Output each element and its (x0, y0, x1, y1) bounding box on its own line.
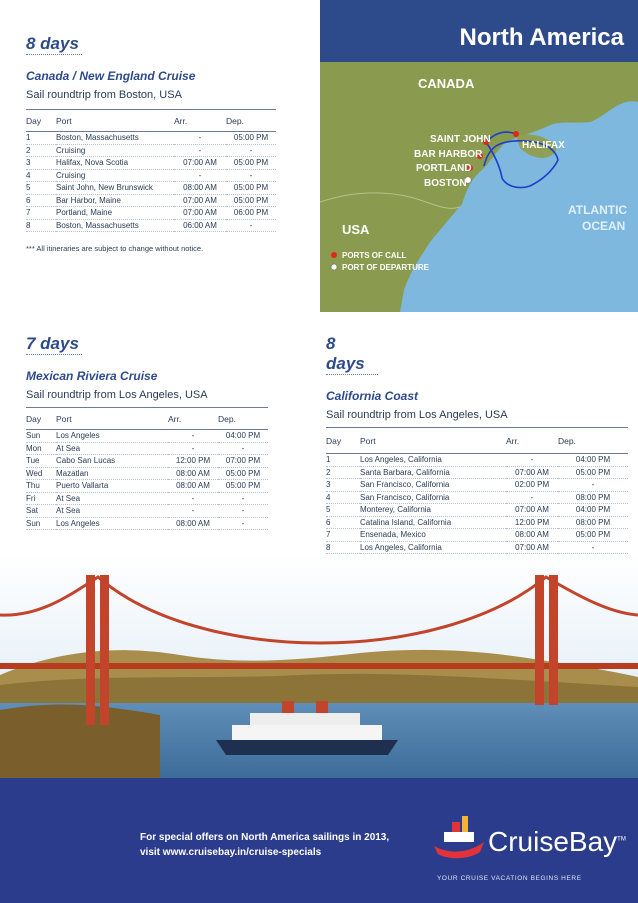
row-port: At Sea (56, 492, 168, 505)
cruise-name: Mexican Riviera Cruise (26, 369, 158, 383)
row-dep: - (218, 517, 268, 530)
region-title: North America (459, 24, 624, 51)
row-port: Boston, Massachusetts (56, 132, 174, 145)
row-port: San Francisco, California (360, 479, 506, 492)
row-arr: 07:00 AM (174, 207, 226, 220)
golden-gate-illustration (0, 555, 638, 805)
row-dep: 08:00 PM (558, 491, 628, 504)
itinerary-row (326, 454, 628, 467)
row-day: 2 (326, 466, 360, 479)
row-port: Portland, Maine (56, 207, 174, 220)
brand-name: CruiseBay (488, 826, 618, 857)
row-day: Wed (26, 467, 56, 480)
cruise-subtitle: Sail roundtrip from Los Angeles, USA (26, 389, 208, 401)
label-halifax: HALIFAX (522, 140, 565, 151)
row-port: Puerto Vallarta (56, 480, 168, 493)
row-day: 4 (26, 169, 56, 182)
row-day: 6 (26, 194, 56, 207)
row-day: Mon (26, 442, 56, 455)
row-port: Cabo San Lucas (56, 455, 168, 468)
cruise-name: Canada / New England Cruise (26, 69, 196, 83)
row-day: 1 (326, 454, 360, 467)
itinerary-row (26, 430, 268, 443)
row-dep: - (558, 541, 628, 554)
itinerary-row (26, 144, 276, 157)
row-port: Los Angeles (56, 517, 168, 530)
row-arr: 02:00 PM (506, 479, 558, 492)
row-port: Cruising (56, 144, 174, 157)
golden-gate-photo (0, 555, 638, 805)
row-dep: 05:00 PM (558, 529, 628, 542)
ship-upper-deck (250, 713, 360, 725)
row-dep: 05:00 PM (226, 194, 276, 207)
row-day: 8 (26, 219, 56, 232)
itinerary-row (326, 479, 628, 492)
row-arr: - (506, 454, 558, 467)
special-offer-text (140, 830, 389, 860)
itinerary-row (26, 194, 276, 207)
col-dep: Dep. (226, 110, 276, 132)
label-bar-harbor: BAR HARBOR (414, 149, 483, 160)
row-day: 8 (326, 541, 360, 554)
row-day: 6 (326, 516, 360, 529)
row-arr: 06:00 AM (174, 219, 226, 232)
port-halifax (513, 131, 519, 137)
bridge-tower-right-2 (549, 575, 558, 705)
row-port: Mazatlan (56, 467, 168, 480)
itinerary-row (26, 157, 276, 170)
row-dep: - (558, 479, 628, 492)
ship-funnel-1 (282, 701, 294, 713)
row-dep: 04:00 PM (558, 504, 628, 517)
label-ocean: OCEAN (582, 219, 626, 233)
label-usa: USA (342, 222, 370, 237)
ship-funnel-2 (316, 701, 328, 713)
cruisebay-ship-logo-icon (428, 806, 488, 866)
legend-port-of-departure: PORT OF DEPARTURE (342, 263, 429, 272)
row-port: Halifax, Nova Scotia (56, 157, 174, 170)
itinerary-row (26, 517, 268, 530)
row-dep: 08:00 PM (558, 516, 628, 529)
row-port: Saint John, New Brunswick (56, 182, 174, 195)
logo-ship-body (444, 832, 474, 842)
itinerary-row (26, 219, 276, 232)
row-port: Ensenada, Mexico (360, 529, 506, 542)
itinerary-row (326, 504, 628, 517)
cruise-subtitle: Sail roundtrip from Los Angeles, USA (326, 409, 508, 421)
row-day: Fri (26, 492, 56, 505)
cruise-mexican-riviera (26, 334, 276, 530)
label-atlantic: ATLANTIC (568, 203, 628, 217)
itinerary-table (26, 109, 276, 232)
route-map-svg (320, 62, 638, 312)
row-arr: 07:00 AM (506, 504, 558, 517)
row-arr: - (506, 491, 558, 504)
row-arr: - (168, 492, 218, 505)
row-port: Boston, Massachusetts (56, 219, 174, 232)
legend-ports-of-call: PORTS OF CALL (342, 251, 407, 260)
row-arr: 07:00 AM (174, 157, 226, 170)
cruise-name: California Coast (326, 389, 419, 403)
itinerary-row (26, 467, 268, 480)
row-port: Los Angeles, California (360, 541, 506, 554)
ship-deck (232, 725, 382, 740)
col-port: Port (360, 428, 506, 454)
table-header-row (26, 110, 276, 132)
bridge-tower-left (86, 575, 95, 725)
row-day: Tue (26, 455, 56, 468)
row-port: Catalina Island, California (360, 516, 506, 529)
col-day: Day (326, 428, 360, 454)
row-port: Cruising (56, 169, 174, 182)
row-arr: 12:00 PM (168, 455, 218, 468)
row-port: At Sea (56, 505, 168, 518)
row-dep: 06:00 PM (226, 207, 276, 220)
trademark: TM (617, 836, 626, 843)
row-day: 5 (326, 504, 360, 517)
col-arr: Arr. (168, 408, 218, 430)
itinerary-row (326, 491, 628, 504)
col-day: Day (26, 110, 56, 132)
row-arr: 08:00 AM (168, 480, 218, 493)
cruise-days: 8 days (26, 34, 82, 55)
itinerary-row (326, 466, 628, 479)
col-port: Port (56, 110, 174, 132)
cruise-canada-new-england (26, 34, 276, 253)
row-dep: 05:00 PM (226, 132, 276, 145)
row-port: Los Angeles (56, 430, 168, 443)
row-arr: - (174, 132, 226, 145)
offer-line-2[interactable]: visit www.cruisebay.in/cruise-specials (140, 847, 322, 858)
row-day: Sun (26, 430, 56, 443)
ship-hull (216, 740, 398, 755)
row-dep: 05:00 PM (218, 480, 268, 493)
row-day: 1 (26, 132, 56, 145)
itinerary-row (326, 541, 628, 554)
label-boston: BOSTON (424, 178, 467, 189)
header-band (320, 0, 638, 62)
legend-port-of-call-icon (331, 252, 337, 258)
col-day: Day (26, 408, 56, 430)
col-dep: Dep. (558, 428, 628, 454)
itinerary-row (26, 492, 268, 505)
itinerary-row (26, 442, 268, 455)
row-dep: 05:00 PM (226, 157, 276, 170)
col-dep: Dep. (218, 408, 268, 430)
row-day: 7 (326, 529, 360, 542)
row-dep: 05:00 PM (226, 182, 276, 195)
row-day: 7 (26, 207, 56, 220)
cruise-california-coast (326, 334, 628, 554)
row-dep: - (218, 492, 268, 505)
row-dep: - (226, 219, 276, 232)
row-arr: 07:00 AM (506, 466, 558, 479)
row-port: Los Angeles, California (360, 454, 506, 467)
row-arr: 08:00 AM (174, 182, 226, 195)
row-arr: 12:00 PM (506, 516, 558, 529)
label-canada: CANADA (418, 76, 475, 91)
row-day: 3 (26, 157, 56, 170)
row-arr: 08:00 AM (168, 467, 218, 480)
itinerary-row (26, 182, 276, 195)
table-header-row (26, 408, 268, 430)
col-arr: Arr. (174, 110, 226, 132)
row-port: Santa Barbara, California (360, 466, 506, 479)
itinerary-row (26, 480, 268, 493)
cruise-subtitle: Sail roundtrip from Boston, USA (26, 89, 182, 101)
row-arr: - (168, 430, 218, 443)
row-arr: - (168, 505, 218, 518)
offer-line-1: For special offers on North America sailings in 2013, (140, 832, 390, 843)
row-arr: 07:00 AM (174, 194, 226, 207)
row-arr: - (174, 169, 226, 182)
row-dep: 05:00 PM (558, 466, 628, 479)
itinerary-table (26, 407, 268, 530)
row-port: Bar Harbor, Maine (56, 194, 174, 207)
col-arr: Arr. (506, 428, 558, 454)
itinerary-row (26, 455, 268, 468)
row-day: 3 (326, 479, 360, 492)
row-dep: 05:00 PM (218, 467, 268, 480)
itinerary-table (326, 427, 628, 554)
brand-tagline: YOUR CRUISE VACATION BEGINS HERE (437, 875, 582, 882)
row-arr: 08:00 AM (168, 517, 218, 530)
itinerary-row (26, 169, 276, 182)
itinerary-row (26, 132, 276, 145)
logo-wave (434, 842, 484, 858)
route-map (320, 62, 638, 312)
row-arr: - (174, 144, 226, 157)
row-day: 5 (26, 182, 56, 195)
label-saint-john: SAINT JOHN (430, 134, 491, 145)
row-arr: - (168, 442, 218, 455)
logo-funnel-2 (462, 816, 468, 832)
itinerary-row (26, 505, 268, 518)
logo-funnel (452, 822, 460, 832)
row-dep: 04:00 PM (558, 454, 628, 467)
row-day: Thu (26, 480, 56, 493)
footer (0, 778, 638, 903)
cruisebay-logo[interactable] (488, 826, 626, 858)
cruise-days: 8 days (326, 334, 378, 375)
cruise-days: 7 days (26, 334, 82, 355)
row-dep: - (226, 169, 276, 182)
itinerary-row (26, 207, 276, 220)
row-dep: - (218, 442, 268, 455)
row-day: Sun (26, 517, 56, 530)
row-arr: 07:00 AM (506, 541, 558, 554)
row-port: San Francisco, California (360, 491, 506, 504)
legend-port-of-departure-icon (331, 264, 337, 270)
row-dep: - (218, 505, 268, 518)
row-day: Sat (26, 505, 56, 518)
row-day: 4 (326, 491, 360, 504)
itinerary-note: *** All itineraries are subject to change without notice. (26, 244, 204, 253)
bridge-tower-left-2 (100, 575, 109, 725)
bridge-tower-right (535, 575, 544, 705)
row-day: 2 (26, 144, 56, 157)
row-port: At Sea (56, 442, 168, 455)
col-port: Port (56, 408, 168, 430)
label-portland: PORTLAND (416, 163, 472, 174)
row-dep: - (226, 144, 276, 157)
row-port: Monterey, California (360, 504, 506, 517)
table-header-row (326, 428, 628, 454)
row-dep: 04:00 PM (218, 430, 268, 443)
itinerary-row (326, 529, 628, 542)
itinerary-row (326, 516, 628, 529)
row-dep: 07:00 PM (218, 455, 268, 468)
row-arr: 08:00 AM (506, 529, 558, 542)
